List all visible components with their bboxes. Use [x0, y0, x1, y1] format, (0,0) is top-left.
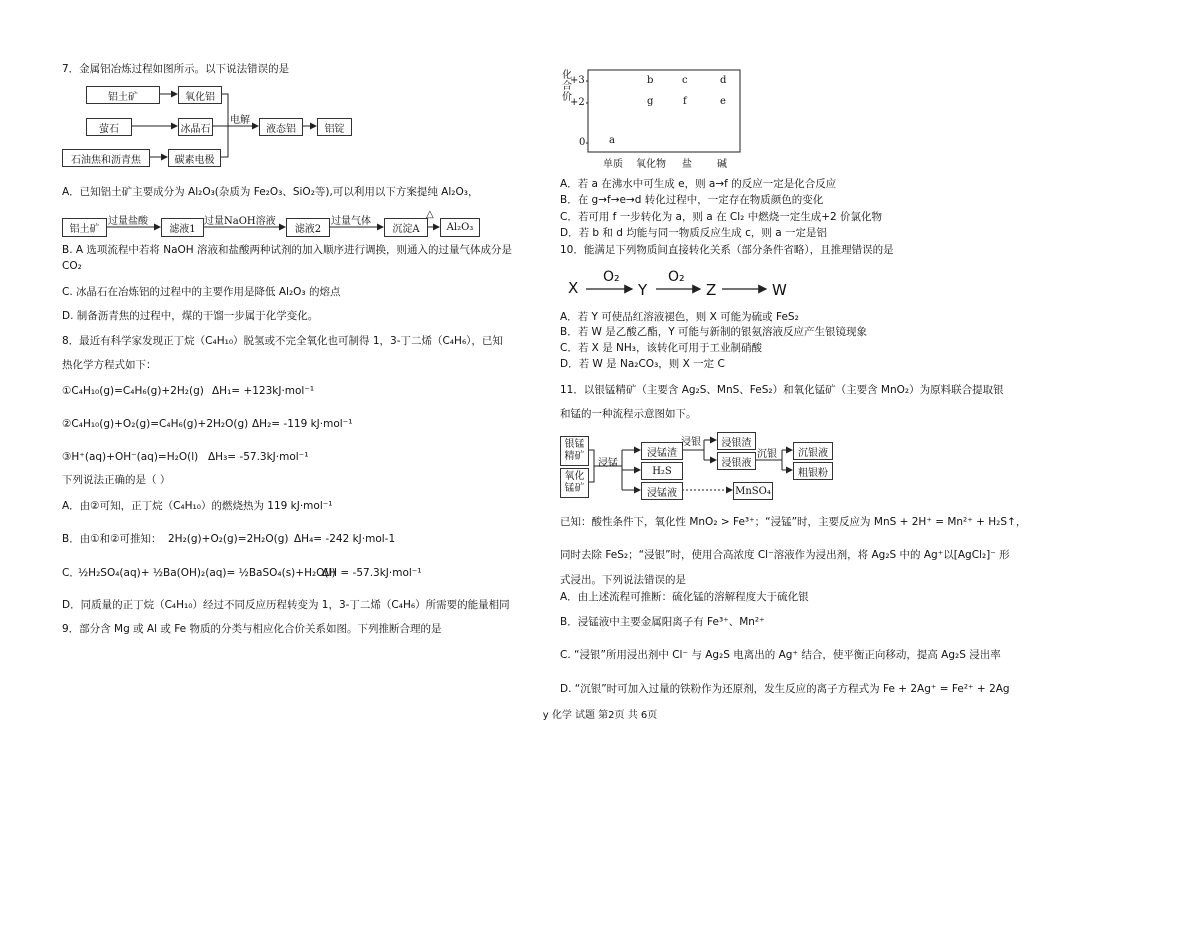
q9-xtick-base: 碱: [717, 159, 727, 170]
q9-ytick-plus2: +2: [570, 97, 585, 108]
box-al2o3: Al₂O₃: [440, 218, 480, 237]
q10-y: Y: [638, 281, 648, 299]
label-excess-gas: 过量气体: [331, 216, 371, 227]
q9-option-a: A．若 a 在沸水中可生成 e，则 a→f 的反应一定是化合反应: [560, 178, 837, 190]
q11-known-line2: 同时去除 FeS₂；“浸银”时，使用合高浓度 Cl⁻溶液作为浸出剂，将 Ag₂S 中的 Ag⁺以[AgCl₂]⁻ 形: [560, 549, 1010, 561]
q9-point-e: e: [720, 96, 726, 107]
q10-o2-first: O₂: [603, 269, 620, 285]
q8-ask: 下列说法正确的是（ ）: [62, 474, 171, 486]
box-precip-liquid: 沉银液: [793, 442, 833, 460]
q8-option-b-dh: ΔH₄= -242 kJ·mol-1: [294, 533, 396, 545]
q8-option-c-equation: ½H₂SO₄(aq)+ ½Ba(OH)₂(aq)= ½BaSO₄(s)+H₂O(l): [78, 567, 336, 579]
q10-x: X: [568, 279, 579, 297]
q9-point-d: d: [720, 75, 727, 86]
box-ag-leachate: 浸银液: [717, 452, 756, 470]
box-bauxite: 铝土矿: [86, 86, 160, 104]
q10-option-d: D．若 W 是 Na₂CO₃，则 X 一定 C: [560, 358, 725, 370]
q11-option-a: A．由上述流程可推断：硫化锰的溶解程度大于硫化银: [560, 591, 809, 603]
box-cryolite: 冰晶石: [178, 118, 213, 136]
box-h2s: H₂S: [641, 462, 683, 480]
q9-ylabel: 化合价: [562, 70, 572, 103]
box-bauxite-2: 铝土矿: [62, 218, 107, 237]
q9-option-d: D．若 b 和 d 均能与同一物质反应生成 c，则 a 一定是铝: [560, 227, 827, 239]
box-ingot: 铝锭: [317, 118, 352, 136]
label-excess-naoh: 过量NaOH溶液: [204, 216, 276, 227]
q8-option-a: A．由②可知，正丁烷（C₄H₁₀）的燃烧热为 119 kJ·mol⁻¹: [62, 500, 333, 512]
q7-stem: 7．金属铝冶炼过程如图所示。以下说法错误的是: [62, 63, 290, 75]
q9-point-c: c: [682, 75, 688, 86]
q11-option-b: B．浸锰液中主要金属阳离子有 Fe³⁺、Mn²⁺: [560, 616, 765, 628]
q11-known-line1: 已知：酸性条件下，氧化性 MnO₂ > Fe³⁺；“浸锰”时，主要反应为 MnS + 2H⁺ = Mn²⁺ + H₂S↑，: [560, 516, 1027, 528]
q8-equation-2: ②C₄H₁₀(g)+O₂(g)=C₄H₆(g)+2H₂O(g): [62, 418, 249, 430]
q9-xtick-element: 单质: [603, 159, 623, 170]
q9-option-c: C．若可用 f 一步转化为 a，则 a 在 Cl₂ 中燃烧一定生成+2 价氯化物: [560, 211, 883, 223]
label-ag-leach: 浸银: [681, 437, 701, 448]
q8-dh-1: ΔH₁= +123kJ·mol⁻¹: [212, 385, 315, 397]
q8-dh-3: ΔH₃= -57.3kJ·mol⁻¹: [208, 451, 309, 463]
q10-o2-second: O₂: [668, 269, 685, 285]
q10-option-a: A．若 Y 可使品红溶液褪色，则 X 可能为硫或 FeS₂: [560, 311, 799, 323]
q11-stem-line2: 和锰的一种流程示意图如下。: [560, 408, 697, 420]
q9-point-a: a: [609, 135, 615, 146]
q8-option-b-prefix: B．由①和②可推知：: [62, 533, 162, 545]
box-fluorite: 萤石: [86, 118, 132, 136]
box-filtrate-2: 滤液2: [286, 218, 330, 237]
box-ag-residue: 浸银渣: [717, 432, 756, 450]
q8-dh-2: ΔH₂= -119 kJ·mol⁻¹: [252, 418, 353, 430]
q10-option-c: C．若 X 是 NH₃，该转化可用于工业制硝酸: [560, 342, 762, 354]
q10-w: W: [772, 281, 787, 299]
q11-known-line3: 式浸出。下列说法错误的是: [560, 574, 686, 586]
label-electrolysis: 电解: [230, 115, 250, 126]
q7-option-b-line1: B. A 选项流程中若将 NaOH 溶液和盐酸两种试剂的加入顺序进行调换，则通入的过量气体成分是: [62, 244, 513, 256]
box-crude-silver: 粗银粉: [793, 462, 833, 480]
box-filtrate-1: 滤液1: [161, 218, 204, 237]
q8-option-d: D．同质量的正丁烷（C₄H₁₀）经过不同反应历程转变为 1，3-丁二烯（C₄H₆）所需要的能量相同: [62, 599, 510, 611]
box-mn-oxide-ore: 氧化锰矿: [560, 468, 589, 498]
q9-ytick-plus3: +3: [570, 75, 585, 86]
q8-option-b-equation: 2H₂(g)+O₂(g)=2H₂O(g): [168, 533, 289, 545]
q8-option-c-prefix: C．: [62, 567, 80, 579]
q9-ytick-zero: 0: [579, 137, 586, 148]
label-excess-hcl: 过量盐酸: [108, 216, 148, 227]
q7-option-c: C. 冰晶石在冶炼铝的过程中的主要作用是降低 Al₂O₃ 的熔点: [62, 286, 341, 298]
box-alumina: 氧化铝: [178, 86, 222, 104]
q8-equation-3: ③H⁺(aq)+OH⁻(aq)=H₂O(l): [62, 451, 199, 463]
q11-option-d: D. “沉银”时可加入过量的铁粉作为还原剂，发生反应的离子方程式为 Fe + 2Ag⁺ = Fe²⁺ + 2Ag: [560, 683, 1010, 695]
q9-point-b: b: [647, 75, 654, 86]
box-carbon-electrode: 碳素电极: [168, 149, 221, 167]
q8-equation-1: ①C₄H₁₀(g)=C₄H₆(g)+2H₂(g): [62, 385, 204, 397]
box-precipitate-a: 沉淀A: [384, 218, 428, 237]
q10-z: Z: [706, 281, 717, 299]
q11-option-c: C. “浸银”所用浸出剂中 Cl⁻ 与 Ag₂S 电离出的 Ag⁺ 结合，使平衡正向移动，提高 Ag₂S 浸出率: [560, 649, 1001, 661]
q8-option-c-dh: ΔH = -57.3kJ·mol⁻¹: [322, 567, 422, 579]
q8-stem-line1: 8．最近有科学家发现正丁烷（C₄H₁₀）脱氢或不完全氧化也可制得 1，3-丁二烯（C₄H₆），已知: [62, 335, 503, 347]
q9-stem: 9．部分含 Mg 或 Al 或 Fe 物质的分类与相应化合价关系如图。下列推断合理的是: [62, 623, 442, 635]
box-coke: 石油焦和沥青焦: [62, 149, 150, 167]
q9-option-b: B．在 g→f→e→d 转化过程中，一定存在物质颜色的变化: [560, 194, 824, 206]
label-heat: △: [426, 209, 434, 220]
q7-option-a: A．已知铝土矿主要成分为 Al₂O₃(杂质为 Fe₂O₃、SiO₂等),可以利用以下方案提纯 Al₂O₃，: [62, 186, 479, 198]
box-mnso4: MnSO₄: [733, 482, 773, 500]
box-silver-mn-ore: 银锰精矿: [560, 436, 589, 466]
q10-stem: 10．能满足下列物质间直接转化关系（部分条件省略），且推理错误的是: [560, 244, 894, 256]
q7-option-b-line2: CO₂: [62, 260, 82, 272]
q8-stem-line2: 热化学方程式如下：: [62, 359, 157, 371]
label-mn-leach: 浸锰: [598, 458, 618, 469]
q7-option-d: D. 制备沥青焦的过程中，煤的干馏一步属于化学变化。: [62, 310, 319, 322]
q9-xtick-oxide: 氧化物: [636, 159, 666, 170]
q9-xtick-salt: 盐: [682, 159, 692, 170]
box-liquid-al: 液态铝: [259, 118, 303, 136]
box-mn-residue: 浸锰渣: [641, 442, 683, 460]
q9-point-g: g: [647, 96, 654, 107]
box-mn-leachate: 浸锰液: [641, 482, 683, 500]
label-ag-precip: 沉银: [757, 449, 777, 460]
q9-point-f: f: [683, 96, 687, 107]
q11-stem-line1: 11．以银锰精矿（主要含 Ag₂S、MnS、FeS₂）和氧化锰矿（主要含 MnO₂）为原料联合提取银: [560, 384, 1004, 396]
q10-option-b: B．若 W 是乙酸乙酯，Y 可能与新制的银氨溶液反应产生银镜现象: [560, 326, 868, 338]
page-footer: y 化学 试题 第2页 共 6页: [542, 710, 658, 721]
